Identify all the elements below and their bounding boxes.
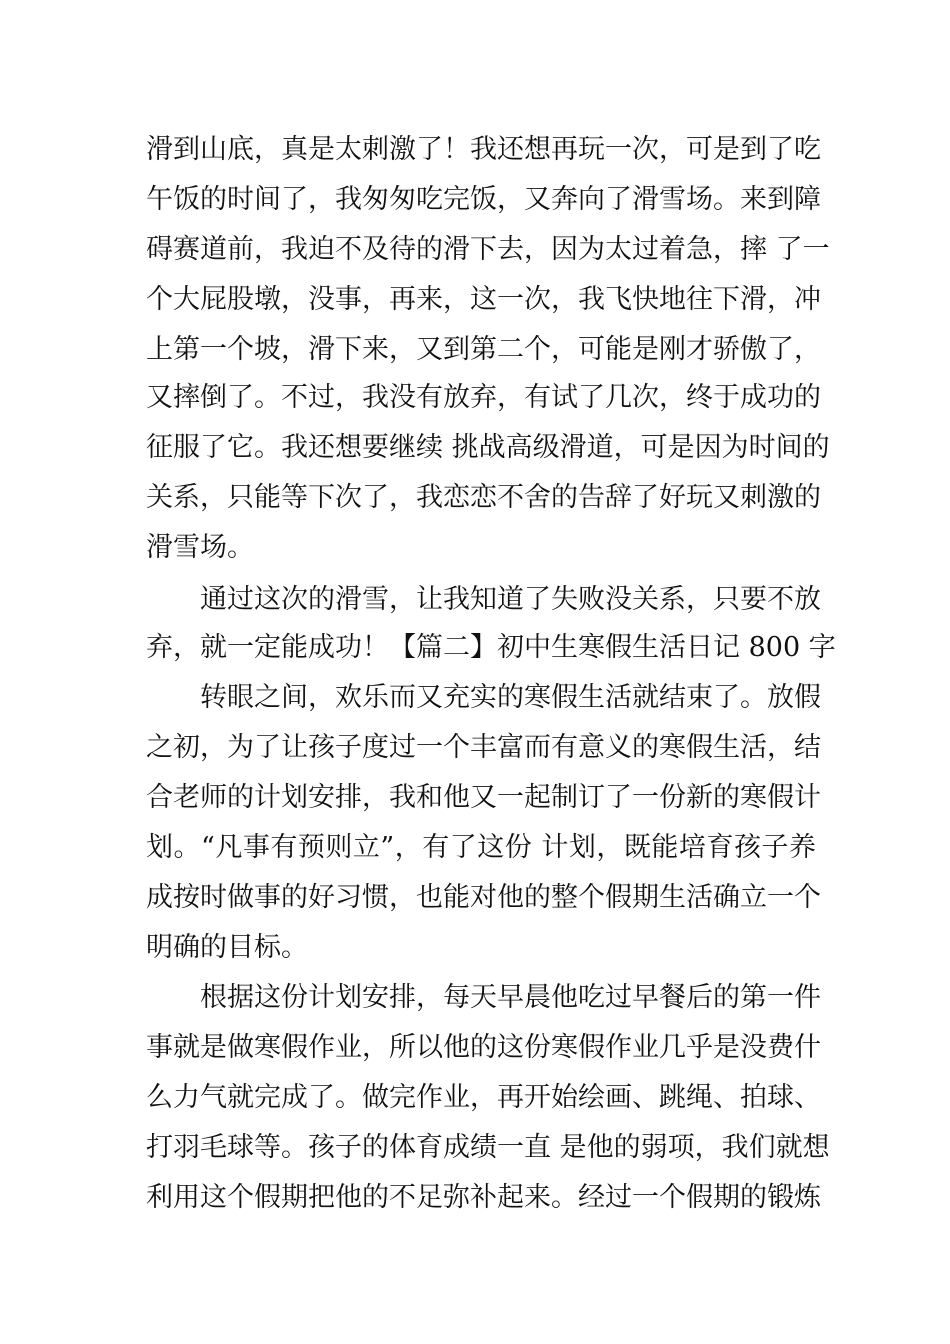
paragraph-first-line: 根据这份计划安排，每天早晨他吃过早餐后的第一件 <box>200 982 821 1013</box>
text-line: 午饭的时间了，我匆匆吃完饭，又奔向了滑雪场。来到障 <box>146 184 821 215</box>
text-line: 弃，就一定能成功！【篇二】初中生寒假生活日记 800 字 <box>146 632 836 663</box>
paragraph-first-line: 通过这次的滑雪，让我知道了失败没关系，只要不放 <box>200 584 821 615</box>
text-line: 划。“凡事有预则立”，有了这份 计划，既能培育孩子养 <box>146 832 816 863</box>
text-line: 成按时做事的好习惯，也能对他的整个假期生活确立一个 <box>146 882 821 913</box>
text-line: 事就是做寒假作业，所以他的这份寒假作业几乎是没费什 <box>146 1032 821 1063</box>
text-line: 上第一个坡，滑下来，又到第二个，可能是刚才骄傲了， <box>146 334 821 365</box>
text-line: 关系，只能等下次了，我恋恋不舍的告辞了好玩又刺激的 <box>146 482 821 513</box>
text-line: 之初，为了让孩子度过一个丰富而有意义的寒假生活，结 <box>146 732 821 763</box>
text-line: 合老师的计划安排，我和他又一起制订了一份新的寒假计 <box>146 782 821 813</box>
text-line: 明确的目标。 <box>146 932 308 963</box>
text-line: 碍赛道前，我迫不及待的滑下去，因为太过着急，摔 了一 <box>146 234 830 265</box>
paragraph-first-line: 转眼之间，欢乐而又充实的寒假生活就结束了。放假 <box>200 682 821 713</box>
text-line: 滑雪场。 <box>146 532 254 563</box>
text-line: 利用这个假期把他的不足弥补起来。经过一个假期的锻炼 <box>146 1182 821 1213</box>
text-line: 滑到山底，真是太刺激了！我还想再玩一次，可是到了吃 <box>146 134 821 165</box>
text-line: 个大屁股墩，没事，再来，这一次，我飞快地往下滑，冲 <box>146 284 821 315</box>
text-line: 打羽毛球等。孩子的体育成绩一直 是他的弱项，我们就想 <box>146 1132 830 1163</box>
text-line: 又摔倒了。不过，我没有放弃，有试了几次，终于成功的 <box>146 382 821 413</box>
text-line: 么力气就完成了。做完作业，再开始绘画、跳绳、拍球、 <box>146 1082 821 1113</box>
text-line: 征服了它。我还想要继续 挑战高级滑道，可是因为时间的 <box>146 432 830 463</box>
